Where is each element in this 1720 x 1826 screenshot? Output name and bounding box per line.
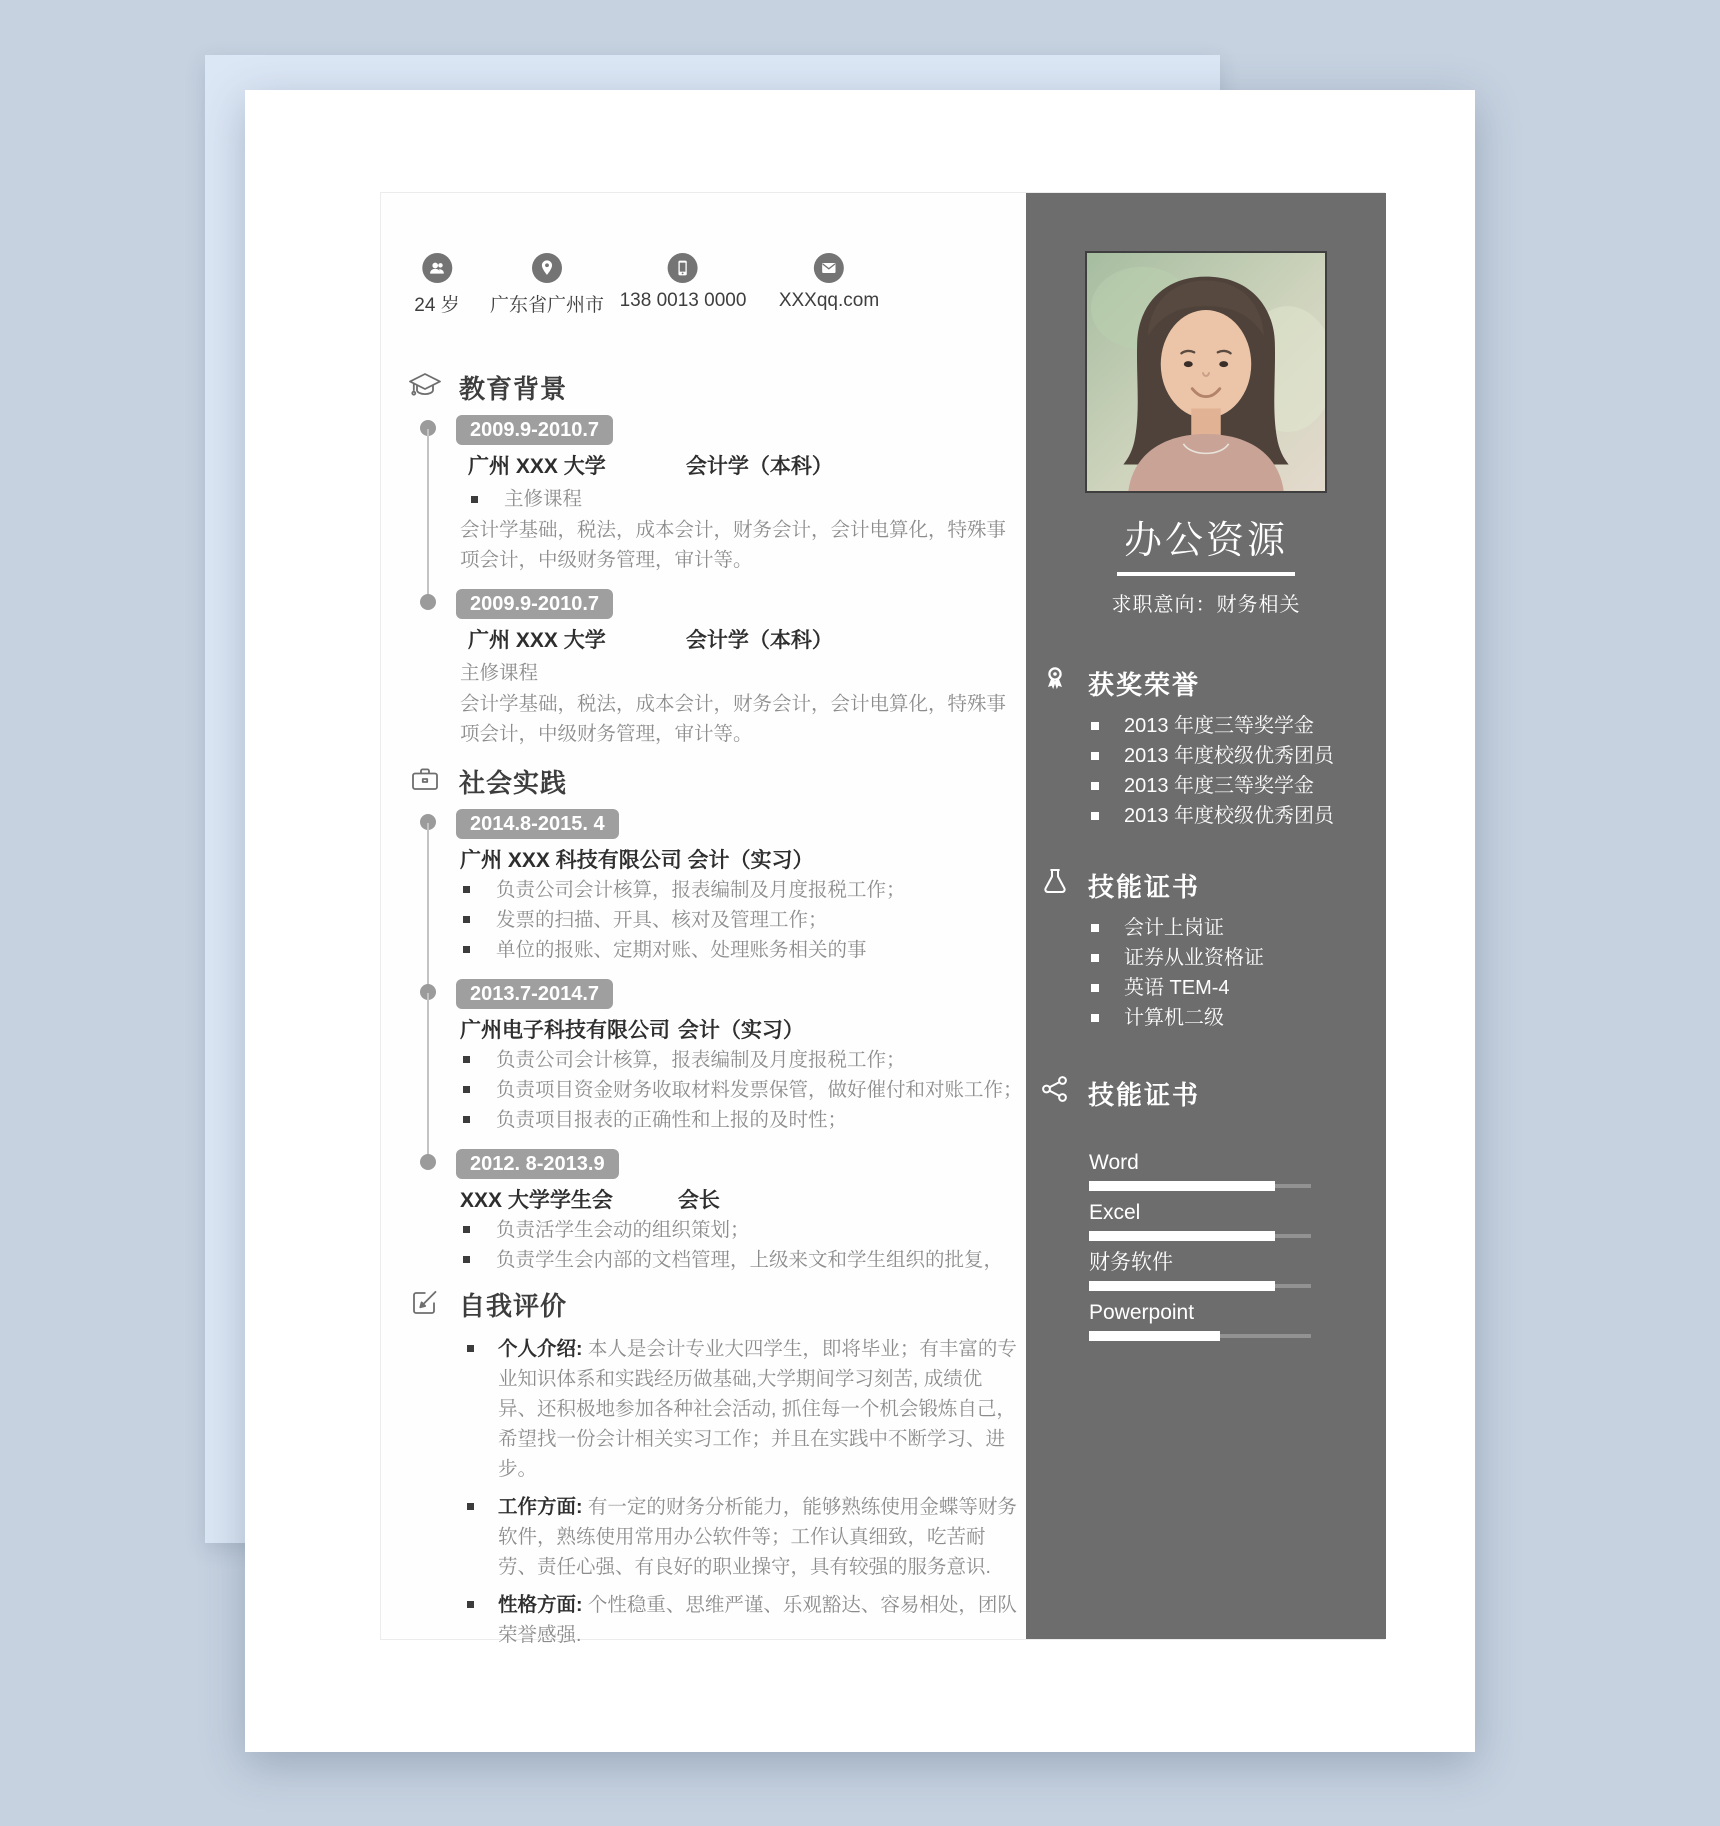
section-header (381, 763, 1026, 799)
education-entry (456, 415, 1026, 575)
left-column (381, 193, 1026, 1646)
bullet-item: 负责项目报表的正确性和上报的及时性； (456, 1105, 1028, 1135)
sidebar-section-title: 获奖荣誉 (1088, 670, 1201, 700)
certificate-item: 计算机二级 (1091, 1003, 1386, 1033)
bullet-item: 负责活学生会动的组织策划； (456, 1215, 1028, 1245)
evaluation-item (456, 1590, 1018, 1650)
section-evaluation (381, 1286, 1026, 1658)
education-timeline (456, 415, 1026, 749)
organization-name: 广州 XXX 科技有限公司 (460, 849, 682, 872)
phone-icon (668, 253, 698, 283)
school-name: 广州 XXX 大学 (468, 629, 606, 652)
certificate-item: 会计上岗证 (1091, 913, 1386, 943)
bullet-item: 负责学生会内部的文档管理，上级来文和学生组织的批复， (456, 1245, 1028, 1275)
skill-bar (1089, 1181, 1311, 1191)
skill-row (1089, 1251, 1311, 1291)
evaluation-text: 有一定的财务分析能力，能够熟练使用金蝶等财务软件，熟练使用常用办公软件等；工作认真细致，吃苦耐劳、责任心强、有良好的职业操守，具有较强的服务意识. (498, 1496, 1017, 1578)
bullet-item: 负责公司会计核算，报表编制及月度报税工作； (456, 875, 1028, 905)
job-objective: 求职意向：财务相关 (1111, 594, 1301, 616)
skill-label: 财务软件 (1089, 1251, 1173, 1274)
certificate-item: 证券从业资格证 (1091, 943, 1386, 973)
organization-name: XXX 大学学生会 (460, 1189, 613, 1212)
sidebar-section-title: 技能证书 (1088, 872, 1201, 902)
person-icon (422, 253, 452, 283)
practice-timeline (456, 809, 1026, 1275)
resume-content-panel (380, 192, 1385, 1646)
skill-row (1089, 1201, 1311, 1241)
name-underline (1117, 572, 1295, 576)
role-name: 会计（实习） (687, 849, 814, 872)
skill-bar (1089, 1281, 1311, 1291)
school-name: 广州 XXX 大学 (468, 455, 606, 478)
sidebar-section-title: 技能证书 (1088, 1080, 1201, 1110)
bullet-item: 单位的报账、定期对账、处理账务相关的事 (456, 935, 1028, 965)
award-item: 2013 年度三等奖学金 (1091, 771, 1386, 801)
evaluation-text: 本人是会计专业大四学生，即将毕业；有丰富的专业知识体系和实践经历做基础,大学期间学习刻苦, 成绩优异、还积极地参加各种社会活动, 抓住每一个机会锻炼自己，希望找一份会计相关实习工作；并且在实践中不断学习、进步。 (498, 1338, 1017, 1480)
evaluation-lead: 工作方面: (498, 1496, 583, 1518)
date-badge: 2014.8-2015. 4 (456, 809, 619, 839)
contact-item-location (490, 253, 604, 317)
entry-title (468, 627, 1026, 655)
date-badge: 2013.7-2014.7 (456, 979, 613, 1009)
practice-entry (456, 979, 1026, 1135)
certificates-list (1091, 913, 1386, 1033)
major-name: 会计学（本科） (685, 629, 833, 652)
awards-header (1039, 663, 1386, 700)
profile-photo (1085, 251, 1327, 493)
date-badge: 2009.9-2010.7 (456, 589, 613, 619)
entry-title (460, 847, 1026, 875)
skill-bar (1089, 1231, 1311, 1241)
briefcase-icon (408, 763, 442, 795)
medal-icon (1039, 663, 1071, 695)
role-name: 会计（实习） (677, 1019, 804, 1042)
contact-item-email (779, 253, 879, 312)
entry-title (460, 1017, 1026, 1045)
skills-list (1089, 1151, 1311, 1341)
entry-title (460, 1187, 1026, 1215)
date-badge: 2012. 8-2013.9 (456, 1149, 619, 1179)
skill-bar-fill (1089, 1231, 1275, 1241)
section-title: 社会实践 (459, 768, 568, 798)
evaluation-lead: 个人介绍: (498, 1338, 583, 1360)
identity-block (1026, 509, 1386, 617)
practice-entry (456, 1149, 1026, 1275)
skill-bar-fill (1089, 1181, 1275, 1191)
section-header (381, 1286, 1026, 1322)
skill-row (1089, 1301, 1311, 1341)
evaluation-text: 个性稳重、思维严谨、乐观豁达、容易相处，团队荣誉感强. (498, 1594, 1017, 1646)
awards-list (1091, 711, 1386, 831)
share-icon (1039, 1073, 1071, 1105)
skill-row (1089, 1151, 1311, 1191)
section-practice (381, 763, 1026, 1289)
email-icon (814, 253, 844, 283)
course-label: 主修课程 (456, 485, 1026, 513)
skill-bar (1089, 1331, 1311, 1341)
bullet-item: 负责项目资金财务收取材料发票保管，做好催付和对账工作； (456, 1075, 1028, 1105)
practice-entry (456, 809, 1026, 965)
organization-name: 广州电子科技有限公司 (460, 1019, 670, 1042)
certificates-header (1039, 865, 1386, 902)
evaluation-item (456, 1334, 1018, 1484)
entry-title (468, 453, 1026, 481)
section-education (381, 369, 1026, 763)
major-name: 会计学（本科） (685, 455, 833, 478)
skill-label: Powerpoint (1089, 1301, 1195, 1324)
education-entry (456, 589, 1026, 749)
section-title: 教育背景 (459, 374, 568, 404)
skill-label: Excel (1089, 1201, 1141, 1224)
edit-icon (408, 1286, 442, 1318)
sidebar (1026, 193, 1386, 1639)
section-title: 自我评价 (459, 1291, 568, 1321)
bullet-item: 负责公司会计核算，报表编制及月度报税工作； (456, 1045, 1028, 1075)
evaluation-lead: 性格方面: (498, 1594, 583, 1616)
contact-item-age (414, 253, 459, 317)
role-name: 会长 (677, 1189, 720, 1212)
contact-label: 广东省广州市 (489, 295, 605, 316)
contact-item-phone (620, 253, 747, 312)
evaluation-list (456, 1334, 1026, 1650)
skill-bar-fill (1089, 1281, 1275, 1291)
award-item: 2013 年度校级优秀团员 (1091, 801, 1386, 831)
bullet-item: 发票的扫描、开具、核对及管理工作； (456, 905, 1028, 935)
certificate-item: 英语 TEM-4 (1091, 973, 1386, 1003)
course-label: 主修课程 (460, 662, 539, 684)
location-icon (532, 253, 562, 283)
skill-bar-fill (1089, 1331, 1220, 1341)
award-item: 2013 年度三等奖学金 (1091, 711, 1386, 741)
contact-row (381, 253, 1026, 316)
flask-icon (1039, 865, 1071, 897)
skill-label: Word (1089, 1151, 1139, 1174)
contact-label: 24 岁 (414, 295, 460, 316)
resume-page (245, 90, 1475, 1752)
entry-description: 会计学基础，税法，成本会计，财务会计，会计电算化，特殊事项会计，中级财务管理，审计等。 (460, 519, 1007, 571)
section-header (381, 369, 1026, 405)
date-badge: 2009.9-2010.7 (456, 415, 613, 445)
graduation-cap-icon (408, 369, 442, 401)
contact-label: XXXqq.com (778, 290, 880, 311)
contact-label: 138 0013 0000 (619, 290, 747, 311)
skills-header (1039, 1073, 1386, 1110)
evaluation-item (456, 1492, 1018, 1582)
award-item: 2013 年度校级优秀团员 (1091, 741, 1386, 771)
candidate-name: 办公资源 (1123, 520, 1288, 562)
entry-description: 会计学基础，税法，成本会计，财务会计，会计电算化，特殊事项会计，中级财务管理，审计等。 (460, 693, 1007, 745)
